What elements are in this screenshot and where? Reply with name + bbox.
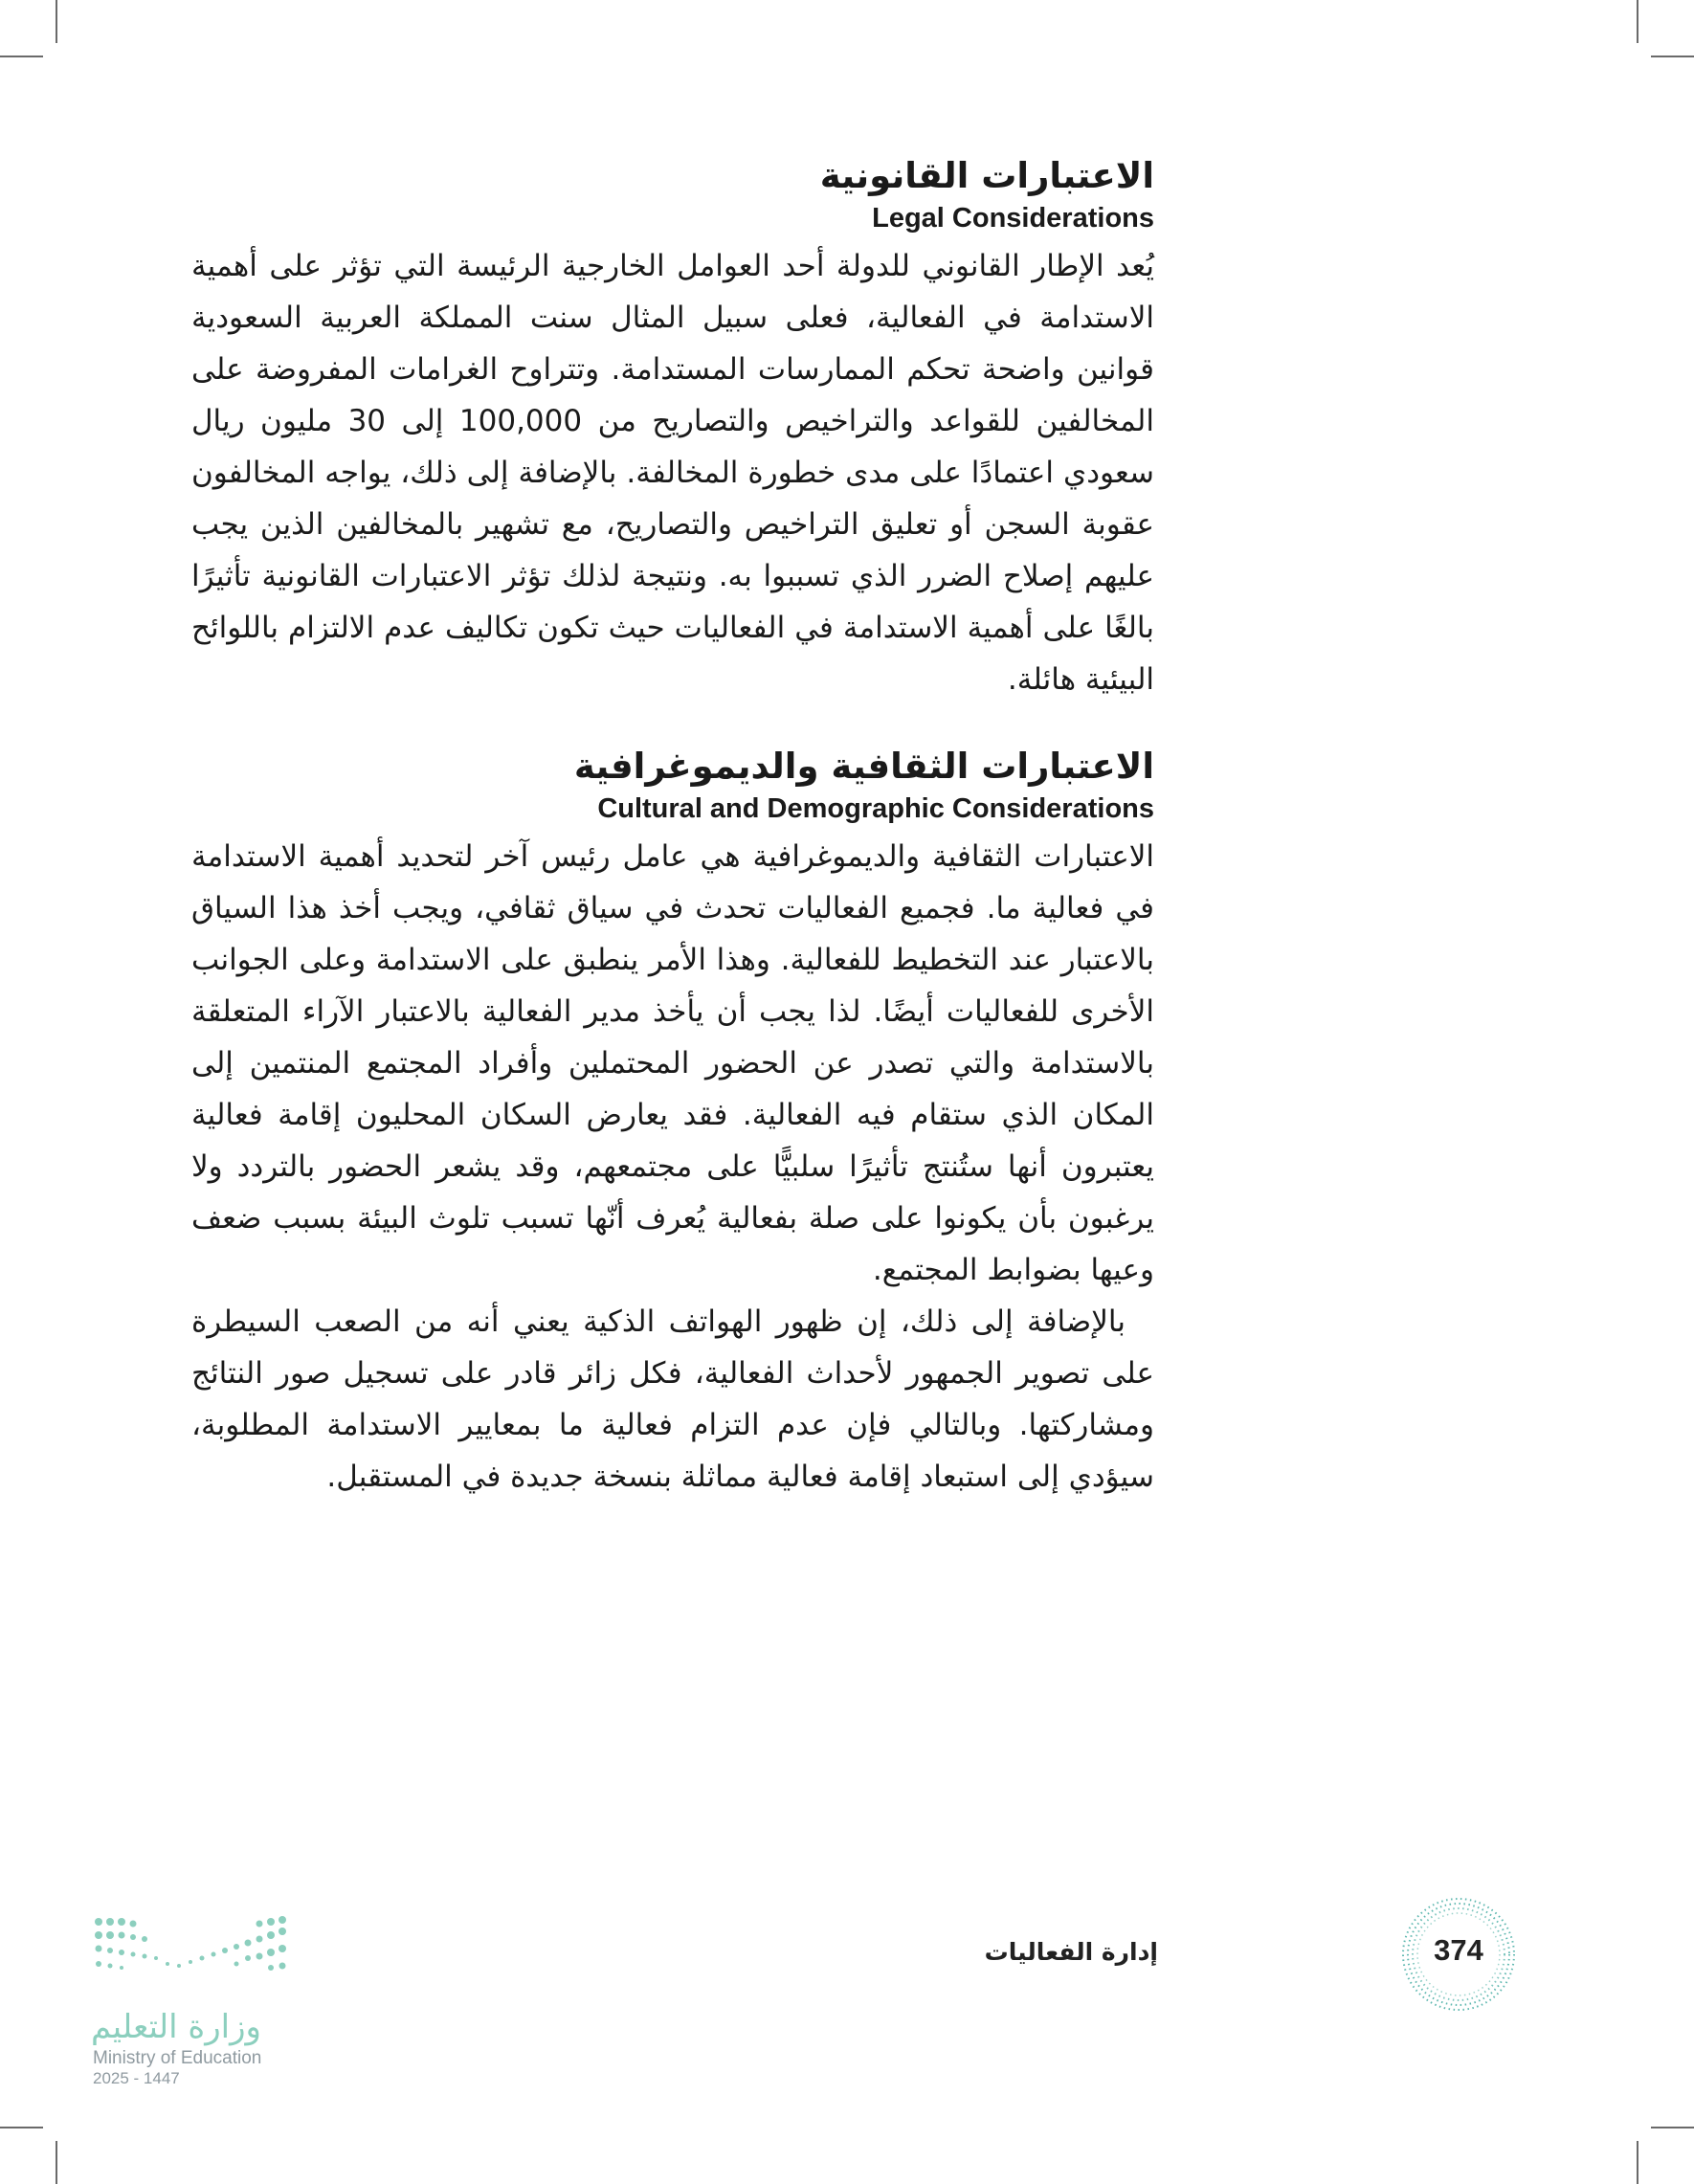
ministry-name-english: Ministry of Education — [93, 2048, 262, 2068]
crop-mark — [1651, 56, 1694, 57]
crop-mark — [1637, 2141, 1638, 2184]
book-title: إدارة الفعاليات — [984, 1938, 1158, 1966]
section-legal — [191, 153, 1154, 705]
section-heading-arabic: الاعتبارات الثقافية والديموغرافية — [573, 746, 1154, 788]
paragraph: يُعد الإطار القانوني للدولة أحد العوامل الخارجية الرئيسة التي تؤثر على أهمية الاستدامة في الفعالية، فعلى سبيل المثال سنت المملكة العربية السعودية قوانين واضحة تحكم الممارسات المستدامة. وتتراوح الغرامات المفروضة على المخالفين للقواعد والتراخيص والتصاريح من 100,000 إلى 30 مليون ريال سعودي اعتمادًا على مدى خطورة المخالفة. بالإضافة إلى ذلك، يواجه المخالفون عقوبة السجن أو تعليق التراخيص والتصاريح، مع تشهير بالمخالفين الذين يجب عليهم إصلاح الضرر الذي تسببوا به. ونتيجة لذلك تؤثر الاعتبارات القانونية تأثيرًا بالغًا على أهمية الاستدامة في الفعاليات حيث تكون تكاليف عدم الالتزام باللوائح البيئية هائلة. — [191, 249, 1154, 698]
ministry-year: 2025 - 1447 — [93, 2069, 180, 2087]
ministry-name-arabic: وزارة التعليم — [91, 2008, 261, 2046]
section-heading-english: Legal Considerations — [872, 203, 1154, 234]
paragraph: الاعتبارات الثقافية والديموغرافية هي عامل رئيس آخر لتحديد أهمية الاستدامة في فعالية ما. فجميع الفعاليات تحدث في سياق ثقافي، ويجب أخذ هذا السياق بالاعتبار عند التخطيط للفعالية. وهذا الأمر ينطبق على الاستدامة وعلى الجوانب الأخرى للفعاليات أيضًا. لذا يجب أن يأخذ مدير الفعالية بالاعتبار الآراء المتعلقة بالاستدامة والتي تصدر عن الحضور المحتملين وأفراد المجتمع المنتمين إلى المكان الذي ستقام فيه الفعالية. فقد يعارض السكان المحليون إقامة فعالية يعتبرون أنها ستُنتج تأثيرًا سلبيًّا على مجتمعهم، وقد يشعر الحضور بالتردد ولا يرغبون بأن يكونوا على صلة بفعالية يُعرف أنّها تسبب تلوث البيئة بسبب ضعف وعيها بضوابط المجتمع. — [191, 839, 1154, 1288]
crop-mark — [56, 2141, 57, 2184]
section-cultural — [191, 744, 1154, 1503]
ministry-logo — [91, 1914, 321, 2087]
page-number-badge — [1399, 1895, 1518, 2014]
crop-mark — [56, 0, 57, 43]
page-number: 374 — [1434, 1933, 1483, 1967]
section-heading-english: Cultural and Demographic Considerations — [597, 793, 1154, 825]
crop-mark — [0, 56, 43, 57]
paragraph: بالإضافة إلى ذلك، إن ظهور الهواتف الذكية يعني أنه من الصعب السيطرة على تصوير الجمهور لأحداث الفعالية، فكل زائر قادر على تسجيل صور النتائج ومشاركتها. وبالتالي فإن عدم التزام فعالية ما بمعايير الاستدامة المطلوبة، سيؤدي إلى استبعاد إقامة فعالية مماثلة بنسخة جديدة في المستقبل. — [191, 1304, 1154, 1495]
crop-mark — [0, 2127, 43, 2128]
crop-mark — [1637, 0, 1638, 43]
crop-mark — [1651, 2127, 1694, 2128]
page-content — [191, 153, 1154, 1541]
logo-dots-icon — [91, 1914, 301, 1975]
section-heading-arabic: الاعتبارات القانونية — [819, 155, 1154, 196]
